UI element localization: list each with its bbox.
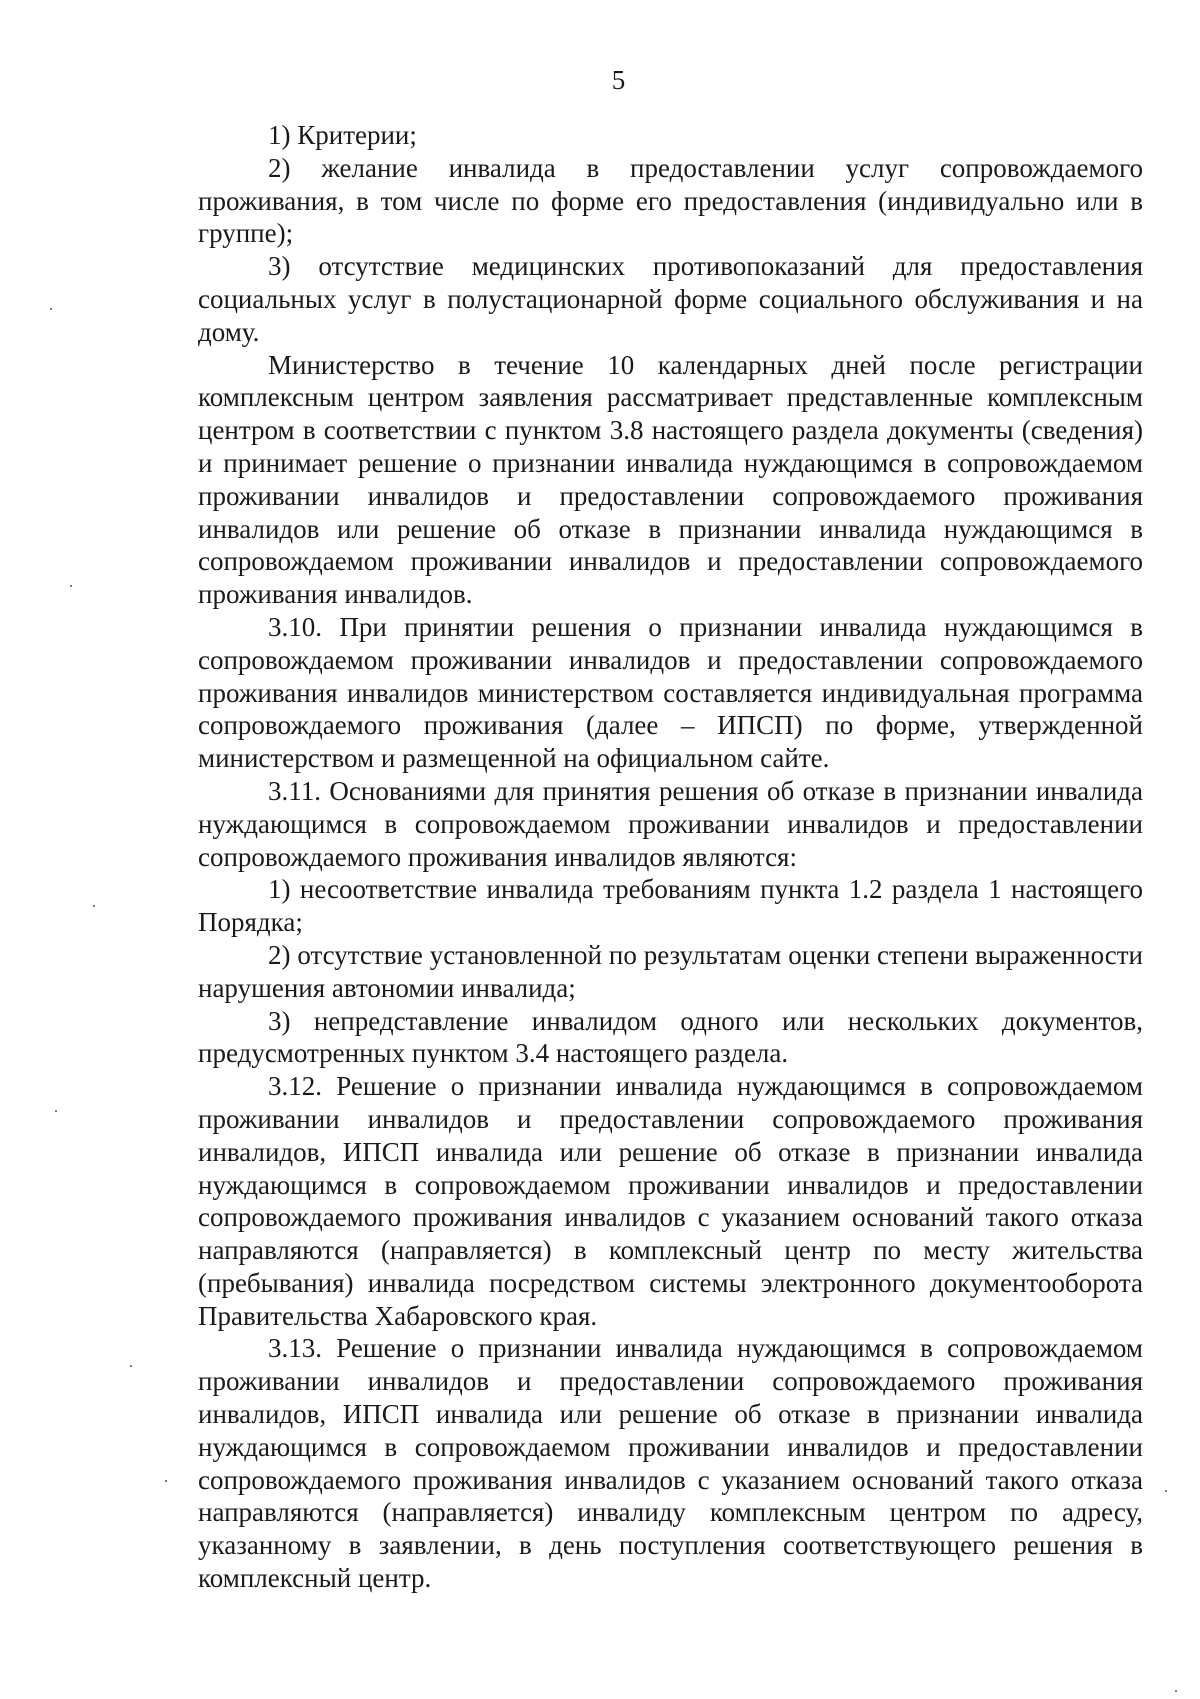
page-number: 5 (611, 65, 626, 95)
scan-speck (50, 308, 52, 310)
paragraph-3-12: 3.12. Решение о признании инвалида нуждающимся в сопровождаемом проживании инвалидов и предоставлении сопровождаемого проживания инвалидов, ИПСП инвалида или решение об отказе в признании инвалида нуждающимся в сопровождаемом проживании инвалидов и предоставлении сопровождаемого проживания инвалидов с указанием оснований такого отказа направляются (направляется) в комплексный центр по месту жительства (пребывания) инвалида посредством системы электронного документооборота Правительства Хабаровского края. (198, 1071, 1143, 1331)
scan-speck (165, 1480, 167, 1482)
scan-speck (70, 585, 72, 587)
paragraph-3-11-item-2: 2) отсутствие установленной по результатам оценки степени выраженности нарушения автономии инвалида; (198, 939, 1143, 1003)
paragraph-3-10: 3.10. При принятии решения о признании инвалида нуждающимся в сопровождаемом проживании инвалидов и предоставлении сопровождаемого проживания инвалидов министерством составляется индивидуальная программа сопровождаемого проживания (далее – ИПСП) по форме, утвержденной министерством и размещенной на официальном сайте. (198, 611, 1143, 774)
paragraph-3-13: 3.13. Решение о признании инвалида нуждающимся в сопровождаемом проживании инвалидов и предоставлении сопровождаемого проживания инвалидов, ИПСП инвалида или решение об отказе в признании инвалида нуждающимся в сопровождаемом проживании инвалидов и предоставлении сопровождаемого проживания инвалидов с указанием оснований такого отказа направляются (направляется) инвалиду комплексным центром по адресу, указанному в заявлении, в день поступления соответствующего решения в комплексный центр. (198, 1333, 1143, 1594)
paragraph-3-11-item-3: 3) непредставление инвалидом одного или нескольких документов, предусмотренных пунктом 3.4 настоящего раздела. (198, 1005, 1143, 1069)
scan-speck (130, 1365, 132, 1367)
paragraph-3-11: 3.11. Основаниями для принятия решения об отказе в признании инвалида нуждающимся в сопровождаемом проживании инвалидов и предоставлении сопровождаемого проживания инвалидов являются: (198, 775, 1143, 872)
paragraph-criterion-3: 3) отсутствие медицинских противопоказаний для предоставления социальных услуг в полустационарной форме социального обслуживания и на дому. (198, 251, 1143, 347)
paragraph-ministry-review: Министерство в течение 10 календарных дней после регистрации комплексным центром заявления рассматривает представленные комплексным центром в соответствии с пунктом 3.8 настоящего раздела документы (сведения) и принимает решение о признании инвалида нуждающимся в сопровождаемом проживании инвалидов и предоставлении сопровождаемого проживания инвалидов или решение об отказе в признании инвалида нуждающимся в сопровождаемом проживании инвалидов и предоставлении сопровождаемого проживания инвалидов. (198, 349, 1143, 610)
scan-speck (1175, 1690, 1177, 1692)
scan-speck (55, 1110, 57, 1112)
paragraph-criterion-2: 2) желание инвалида в предоставлении услуг сопровождаемого проживания, в том числе по форме его предоставления (индивидуально или в группе); (198, 152, 1143, 249)
scan-speck (93, 905, 95, 907)
scan-speck (1165, 1490, 1167, 1492)
document-body (198, 119, 1143, 1595)
paragraph-criteria-heading: 1) Критерии; (268, 120, 417, 150)
paragraph-3-11-item-1: 1) несоответствие инвалида требованиям пункта 1.2 раздела 1 настоящего Порядка; (198, 874, 1143, 938)
